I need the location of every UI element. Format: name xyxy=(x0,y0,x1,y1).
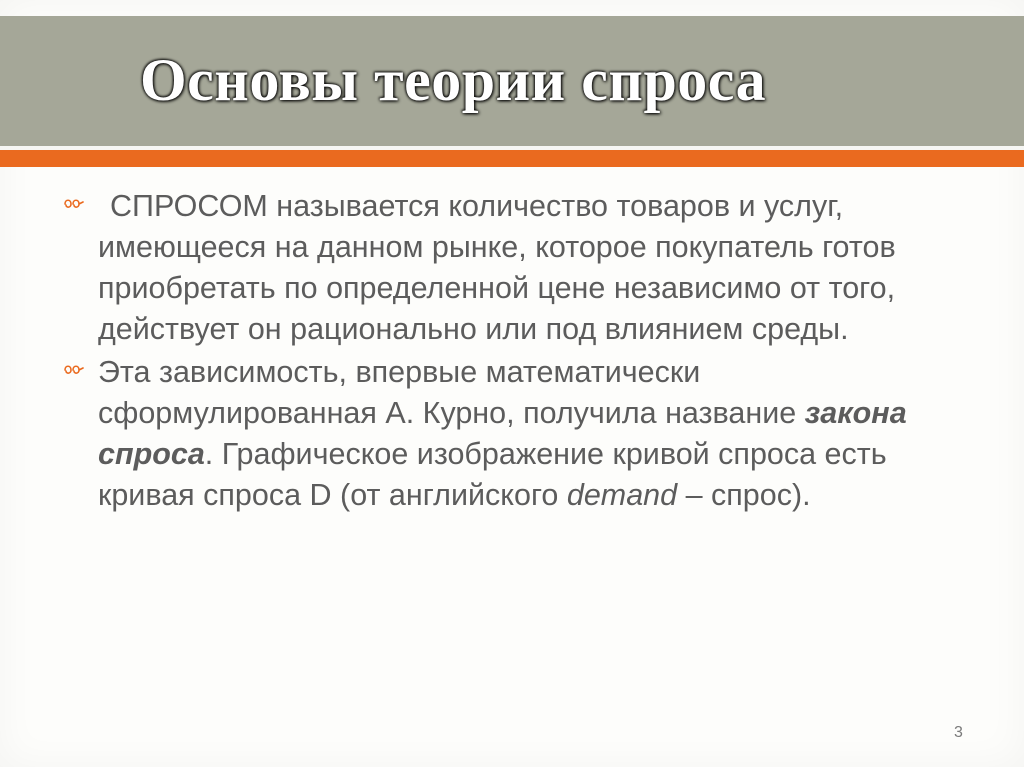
curl-bullet-icon xyxy=(62,193,84,211)
divider-stripe-orange xyxy=(0,150,1024,167)
curl-bullet-icon xyxy=(62,359,84,377)
law-text-part1: Эта зависимость, впервые математически сформулированная А. Курно, получила название xyxy=(98,355,805,430)
demand-term: demand xyxy=(566,478,678,512)
law-of-demand-term: закона спроса xyxy=(98,396,907,471)
page-number: 3 xyxy=(954,724,963,741)
slide-body xyxy=(62,186,962,518)
law-text-part3: – спрос). xyxy=(677,478,811,512)
slide-title: Основы теории спроса xyxy=(140,47,767,113)
law-text-part2: . Графическое изображение кривой спроса есть кривая спроса D (от английского xyxy=(98,437,887,512)
definition-text: СПРОСОМ называется количество товаров и услуг, имеющееся на данном рынке, которое покупатель готов приобретать по определенной цене независимо от того, действует он рационально или под влиянием среды. xyxy=(98,189,896,346)
paragraph-law-of-demand xyxy=(62,352,962,516)
paragraph-definition xyxy=(62,186,962,350)
